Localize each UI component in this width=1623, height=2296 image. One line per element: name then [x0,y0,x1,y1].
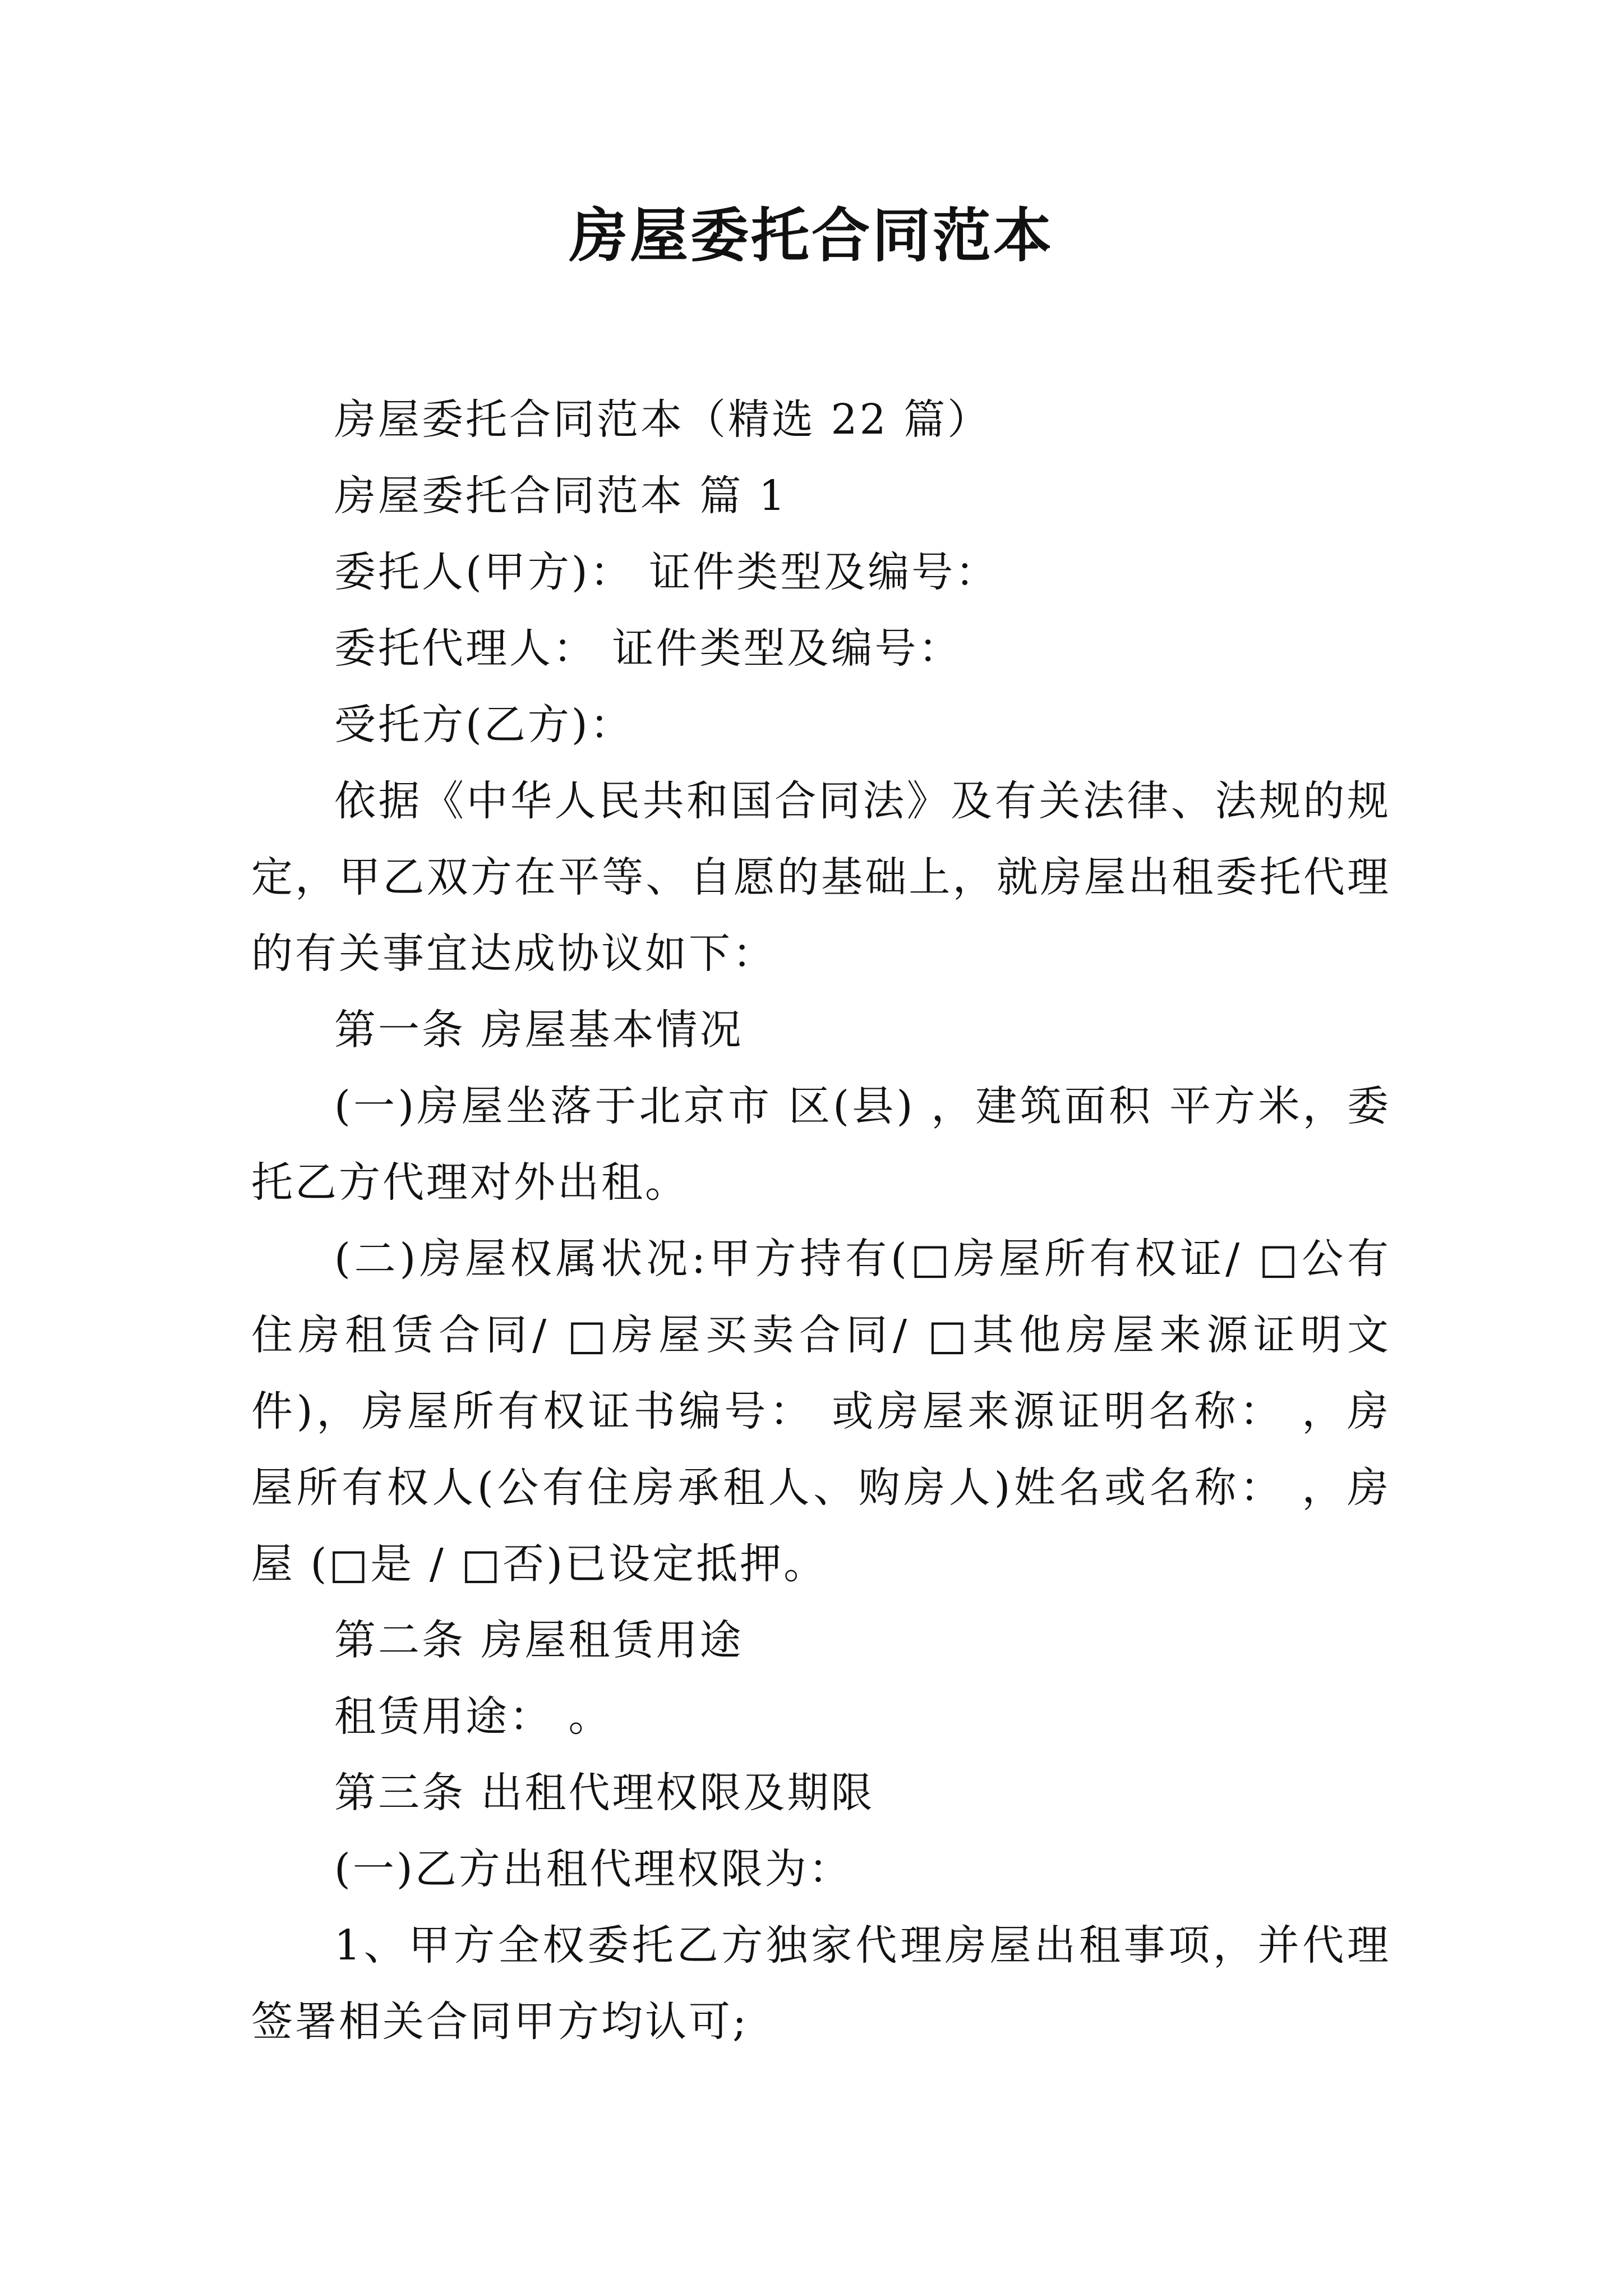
paragraph-preamble: 依据《中华人民共和国合同法》及有关法律、法规的规定，甲乙双方在平等、自愿的基础上，就房屋出租委托代理的有关事宜达成协议如下： [251,777,1391,978]
document-title: 房屋委托合同范本 [569,201,1054,270]
article-1-clause-1: (一)房屋坐落于北京市 区(县) ，建筑面积 平方米，委托乙方代理对外出租。 [251,1082,1391,1207]
paragraph-part-heading: 房屋委托合同范本 篇 1 [334,472,788,520]
article-3-heading: 第三条 出租代理权限及期限 [334,1769,875,1817]
document-body [251,381,1391,2060]
paragraph-agent: 委托代理人： 证件类型及编号： [334,624,962,673]
paragraph-subtitle: 房屋委托合同范本（精选 22 篇） [334,395,992,444]
article-2-heading: 第二条 房屋租赁用途 [334,1616,744,1664]
article-1-heading: 第一条 房屋基本情况 [334,1006,744,1054]
article-1-clause-2: (二)房屋权属状况:甲方持有(□房屋所有权证/ □公有住房租赁合同/ □房屋买卖合同/ □其他房屋来源证明文件)，房屋所有权证书编号： 或房屋来源证明名称： ，房屋所有权人(公有住房承租人、购房人)姓名或名称： ，房屋 (□是 / □否)已设定抵押。 [251,1235,1391,1588]
article-3-item-1: 1、甲方全权委托乙方独家代理房屋出租事项，并代理签署相关合同甲方均认可; [251,1921,1391,2046]
article-2-clause: 租赁用途： 。 [334,1692,612,1741]
paragraph-trustee: 受托方(乙方)： [334,701,634,749]
article-3-clause-1: (一)乙方出租代理权限为： [334,1845,852,1893]
paragraph-principal: 委托人(甲方)： 证件类型及编号： [334,548,999,596]
